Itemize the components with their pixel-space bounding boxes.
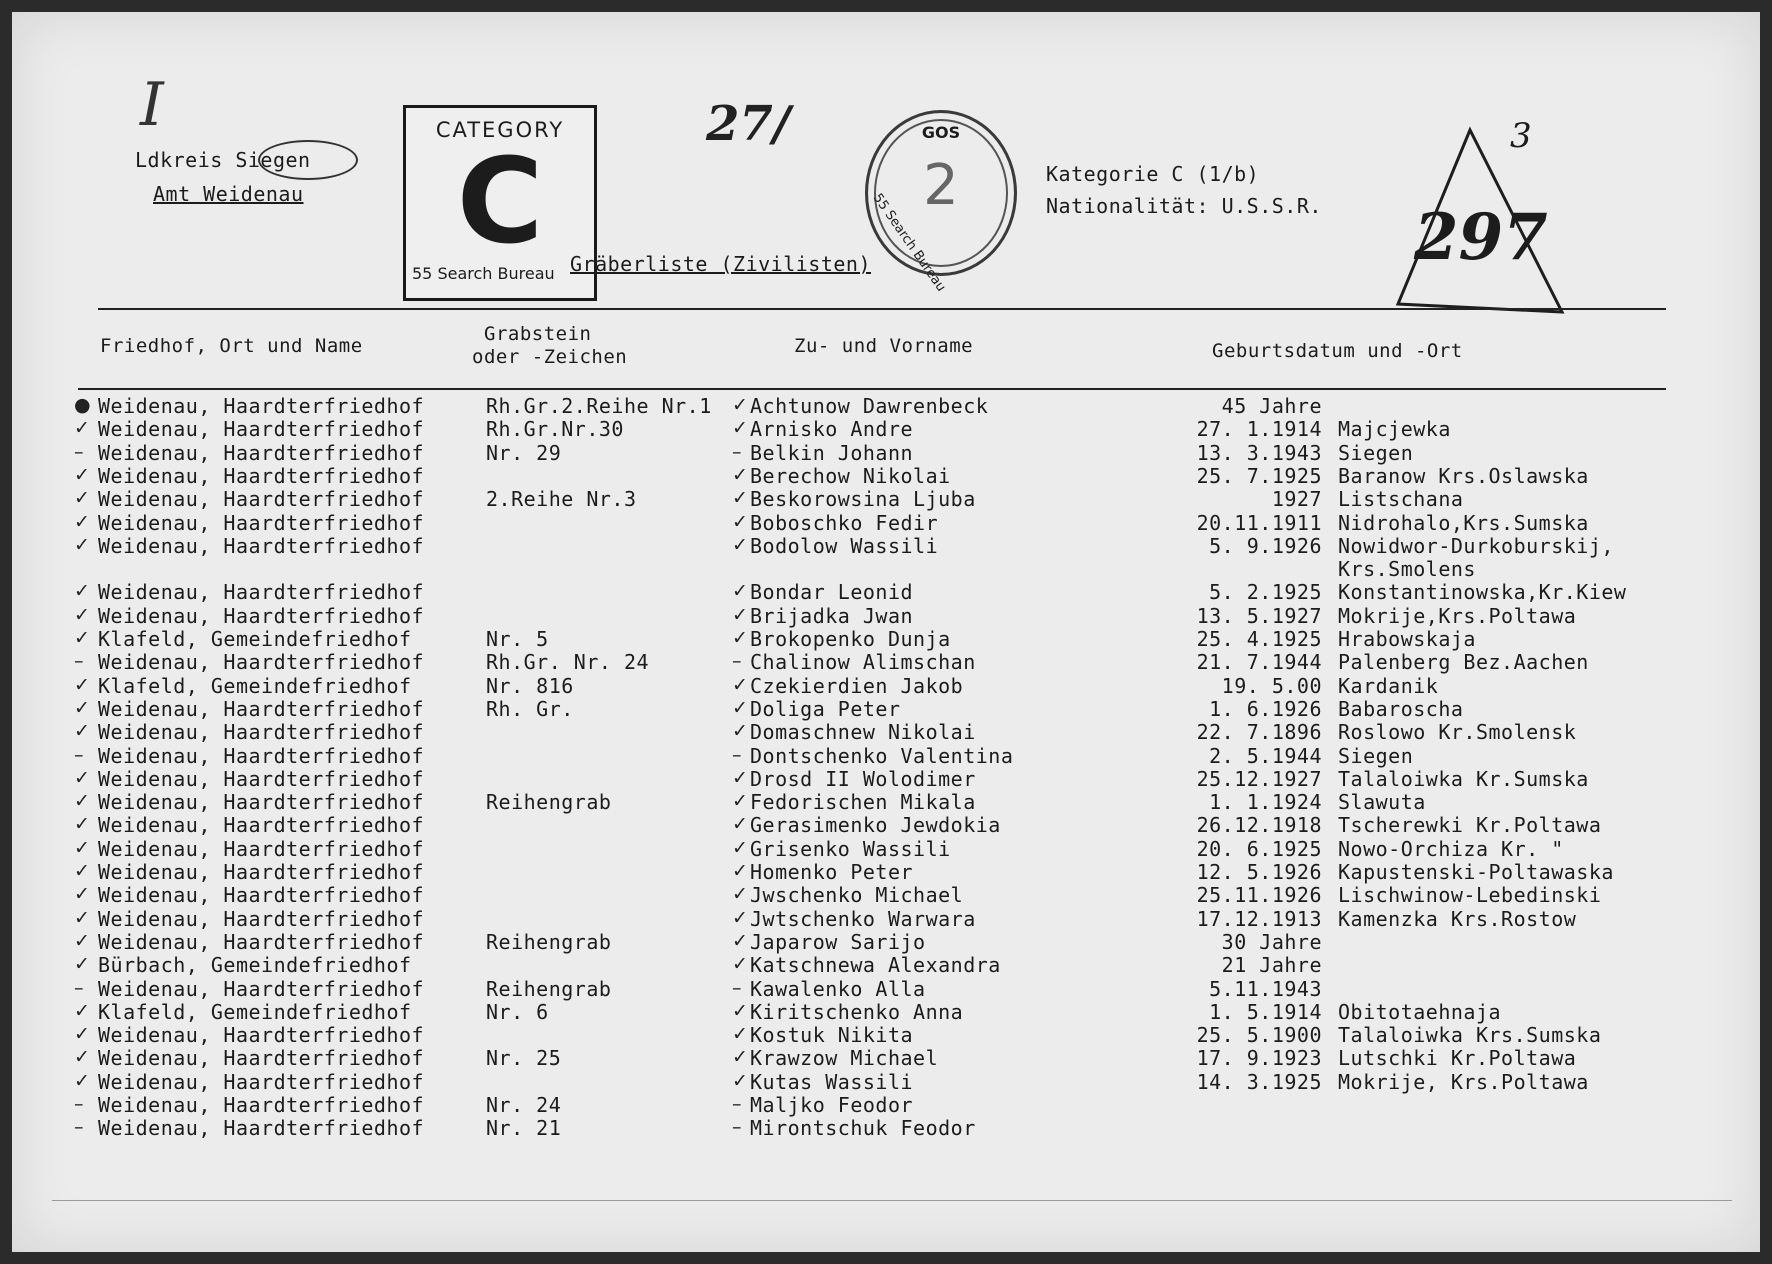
cell-birth-date: 5. 9.1926 [1209, 533, 1322, 558]
cell-name: Jwtschenko Warwara [750, 906, 976, 931]
triangle-small-number: 3 [1510, 116, 1532, 156]
row-check-mark: ✓ [74, 836, 91, 859]
cell-birth-date: 1. 1.1924 [1209, 790, 1322, 815]
row-check-mark: ✓ [74, 510, 91, 533]
table-row [12, 744, 1760, 767]
cell-birth-date: 5. 2.1925 [1209, 580, 1322, 605]
cell-birth-place: Nowo-Orchiza Kr. " [1338, 836, 1564, 861]
cell-birth-date: 25. 4.1925 [1196, 627, 1322, 651]
cell-birth-place: Palenberg Bez.Aachen [1338, 650, 1589, 675]
cell-name: Kutas Wassili [750, 1069, 914, 1094]
cell-grabstein: Nr. 24 [486, 1093, 562, 1117]
cell-birth-place: Hrabowskaja [1338, 627, 1476, 651]
cell-birth-date: 21 Jahre [1221, 953, 1322, 978]
table-row [12, 930, 1760, 953]
cell-birth-date: 19. 5.00 [1221, 673, 1322, 698]
cell-birth-place: Siegen [1338, 743, 1414, 768]
cell-friedhof: Weidenau, Haardterfriedhof [98, 1023, 425, 1048]
row-check-mark: ✓ [74, 487, 91, 510]
cell-name: Fedorischen Mikala [750, 790, 976, 815]
cell-name: Mirontschuk Feodor [750, 1116, 976, 1141]
table-row [12, 1093, 1760, 1116]
name-check-mark: ✓ [732, 1069, 749, 1092]
cell-friedhof: Weidenau, Haardterfriedhof [98, 813, 425, 838]
cell-friedhof: Klafeld, Gemeindefriedhof [98, 999, 412, 1024]
cell-birth-place: Listschana [1338, 487, 1464, 512]
cell-grabstein: Rh. Gr. [486, 696, 574, 721]
name-check-mark: ✓ [732, 463, 749, 486]
name-check-mark: ✓ [732, 906, 749, 929]
row-check-mark: ✓ [74, 999, 91, 1022]
name-check-mark: ✓ [732, 790, 749, 813]
name-check-mark: ✓ [732, 860, 749, 882]
cell-grabstein: Nr. 816 [486, 673, 574, 698]
name-check-mark: ✓ [732, 813, 749, 836]
cell-birth-place: Majcjewka [1338, 417, 1451, 442]
name-check-mark: ✓ [732, 836, 749, 859]
cell-grabstein: Reihengrab [486, 790, 612, 815]
cell-birth-place: Obitotaehnaja [1338, 999, 1502, 1024]
table-row [12, 1023, 1760, 1046]
table-row [12, 1116, 1760, 1139]
cell-birth-date: 5.11.1943 [1209, 976, 1322, 1001]
table-row [12, 953, 1760, 976]
table-row [12, 441, 1760, 464]
cell-birth-place: Siegen [1338, 440, 1414, 465]
cell-friedhof: Weidenau, Haardterfriedhof [98, 417, 425, 442]
name-check-mark: – [732, 440, 742, 463]
table-row [12, 1046, 1760, 1069]
cell-friedhof: Weidenau, Haardterfriedhof [98, 580, 425, 605]
row-check-mark: ✓ [74, 417, 91, 440]
cell-name: Maljko Feodor [750, 1093, 914, 1117]
document-title: Gräberliste (Zivilisten) [570, 252, 871, 276]
table-row [12, 1070, 1760, 1093]
name-check-mark: ✓ [732, 627, 749, 649]
name-check-mark: ✓ [732, 929, 749, 952]
name-check-mark: ✓ [732, 883, 749, 906]
cell-birth-date: 27. 1.1914 [1196, 417, 1322, 442]
cell-grabstein: Nr. 6 [486, 999, 549, 1024]
cell-birth-date: 13. 3.1943 [1196, 440, 1322, 465]
row-check-mark: ✓ [74, 696, 91, 719]
table-row [12, 534, 1760, 557]
cell-birth-place: Kapustenski-Poltawaska [1338, 860, 1614, 884]
cell-friedhof: Weidenau, Haardterfriedhof [98, 860, 425, 884]
cell-birth-date: 25.11.1926 [1196, 883, 1322, 908]
row-check-mark: – [74, 976, 84, 999]
row-check-mark: ✓ [74, 720, 91, 743]
cell-name: Berechow Nikolai [750, 463, 951, 488]
name-check-mark: – [732, 976, 742, 999]
cell-friedhof: Weidenau, Haardterfriedhof [98, 394, 425, 418]
row-check-mark: ✓ [74, 883, 91, 906]
cell-birth-place: Babaroscha [1338, 696, 1464, 721]
cell-friedhof: Weidenau, Haardterfriedhof [98, 533, 425, 558]
table-row [12, 767, 1760, 790]
cell-birth-date: 17.12.1913 [1196, 906, 1322, 931]
cell-birth-date: 1927 [1271, 487, 1322, 512]
cell-friedhof: Weidenau, Haardterfriedhof [98, 883, 425, 908]
cell-friedhof: Weidenau, Haardterfriedhof [98, 836, 425, 861]
cell-birth-date: 2. 5.1944 [1209, 743, 1322, 768]
cell-name: Domaschnew Nikolai [750, 720, 976, 745]
name-check-mark: ✓ [732, 417, 749, 440]
cell-friedhof: Weidenau, Haardterfriedhof [98, 440, 425, 465]
row-check-mark: ✓ [74, 1023, 91, 1046]
stamp-category-label: CATEGORY [435, 118, 565, 142]
cell-name: Kiritschenko Anna [750, 999, 964, 1024]
cell-birth-place: Lutschki Kr.Poltawa [1338, 1046, 1577, 1071]
cell-grabstein: Nr. 25 [486, 1046, 562, 1071]
table-row [12, 487, 1760, 510]
cell-name: Krawzow Michael [750, 1046, 939, 1071]
bottom-curl-line [52, 1200, 1732, 1201]
name-check-mark: ✓ [732, 603, 749, 626]
row-check-mark: – [74, 1116, 84, 1139]
table-row [12, 883, 1760, 906]
name-check-mark: – [732, 650, 742, 673]
table-row [12, 977, 1760, 1000]
cell-name: Beskorowsina Ljuba [750, 487, 976, 512]
row-check-mark: – [74, 1093, 84, 1115]
seal-top-text: GOS [921, 123, 961, 142]
header-bottom-rule [78, 388, 1666, 390]
column-header-name: Zu- und Vorname [794, 335, 974, 357]
table-row [12, 720, 1760, 743]
cell-friedhof: Weidenau, Haardterfriedhof [98, 650, 425, 675]
cell-birth-place: Slawuta [1338, 790, 1426, 815]
cell-grabstein: Nr. 29 [486, 440, 562, 465]
cell-birth-date: 22. 7.1896 [1196, 720, 1322, 745]
cell-name: Drosd II Wolodimer [750, 766, 976, 791]
cell-name: Czekierdien Jakob [750, 673, 964, 698]
cell-birth-place: Nidrohalo,Krs.Sumska [1338, 510, 1589, 535]
cell-grabstein: Rh.Gr.Nr.30 [486, 417, 624, 442]
row-check-mark: ✓ [74, 860, 91, 882]
name-check-mark: ✓ [732, 487, 749, 510]
row-check-mark: ✓ [74, 533, 91, 556]
name-check-mark: ✓ [732, 673, 749, 696]
cell-friedhof: Klafeld, Gemeindefriedhof [98, 627, 412, 651]
row-check-mark: ✓ [74, 673, 91, 696]
amt-label: Amt Weidenau [153, 182, 304, 206]
row-check-mark: ✓ [74, 929, 91, 952]
row-check-mark: – [74, 650, 84, 673]
row-check-mark: ✓ [74, 463, 91, 486]
name-check-mark: ✓ [732, 580, 749, 603]
row-check-mark: ✓ [74, 580, 91, 603]
cell-birth-date: 12. 5.1926 [1196, 860, 1322, 884]
cell-friedhof: Weidenau, Haardterfriedhof [98, 463, 425, 488]
name-check-mark: – [732, 1116, 742, 1139]
triangle-number: 297 [1414, 200, 1548, 275]
cell-birth-date: 45 Jahre [1221, 394, 1322, 418]
name-check-mark: ✓ [732, 533, 749, 556]
cell-birth-place: Konstantinowska,Kr.Kiew [1338, 580, 1627, 605]
cell-birth-date: 1. 5.1914 [1209, 999, 1322, 1024]
cell-friedhof: Weidenau, Haardterfriedhof [98, 929, 425, 954]
cell-birth-date: 14. 3.1925 [1196, 1069, 1322, 1094]
cell-birth-date: 13. 5.1927 [1196, 603, 1322, 628]
name-check-mark: ✓ [732, 766, 749, 789]
cell-grabstein: Nr. 21 [486, 1116, 562, 1141]
row-check-mark: ✓ [74, 1046, 91, 1069]
cell-name: Katschnewa Alexandra [750, 953, 1001, 978]
cell-friedhof: Klafeld, Gemeindefriedhof [98, 673, 412, 698]
table-row [12, 394, 1760, 417]
cell-name: Bondar Leonid [750, 580, 914, 605]
name-check-mark: ✓ [732, 696, 749, 719]
cell-birth-date: 25. 7.1925 [1196, 463, 1322, 488]
cell-birth-place: Lischwinow-Lebedinski [1338, 883, 1602, 908]
cell-friedhof: Weidenau, Haardterfriedhof [98, 1116, 425, 1141]
cell-name: Boboschko Fedir [750, 510, 939, 535]
cell-name: Chalinow Alimschan [750, 650, 976, 675]
cell-grabstein: Reihengrab [486, 976, 612, 1001]
column-header-grabstein-2: oder -Zeichen [472, 346, 628, 368]
table-row [12, 557, 1760, 580]
cell-friedhof: Weidenau, Haardterfriedhof [98, 1046, 425, 1071]
table-row [12, 511, 1760, 534]
row-check-mark: ✓ [74, 627, 91, 649]
cell-name: Arnisko Andre [750, 417, 914, 442]
table-row [12, 837, 1760, 860]
row-check-mark: ✓ [74, 603, 91, 626]
cell-friedhof: Weidenau, Haardterfriedhof [98, 487, 425, 512]
cell-friedhof: Weidenau, Haardterfriedhof [98, 790, 425, 815]
table-row [12, 813, 1760, 836]
cell-birth-date: 26.12.1918 [1196, 813, 1322, 838]
cell-birth-place: Tscherewki Kr.Poltawa [1338, 813, 1602, 838]
cell-name: Kawalenko Alla [750, 976, 926, 1001]
cell-name: Grisenko Wassili [750, 836, 951, 861]
column-header-friedhof: Friedhof, Ort und Name [100, 335, 363, 357]
cell-friedhof: Bürbach, Gemeindefriedhof [98, 953, 412, 978]
cell-friedhof: Weidenau, Haardterfriedhof [98, 1093, 425, 1117]
name-check-mark: ✓ [732, 1046, 749, 1069]
name-check-mark: ✓ [732, 394, 749, 416]
cell-birth-place: Nowidwor-Durkoburskij, [1338, 533, 1614, 558]
cell-name: Belkin Johann [750, 440, 914, 465]
column-header-grabstein: Grabstein [484, 323, 592, 345]
row-check-mark: ✓ [74, 766, 91, 789]
cell-birth-place: Mokrije,Krs.Poltawa [1338, 603, 1577, 628]
cell-friedhof: Weidenau, Haardterfriedhof [98, 510, 425, 535]
table-row [12, 674, 1760, 697]
cell-birth-place: Kamenzka Krs.Rostow [1338, 906, 1577, 931]
cell-birth-place: Talaloiwka Krs.Sumska [1338, 1023, 1602, 1048]
table-row [12, 464, 1760, 487]
cell-grabstein: 2.Reihe Nr.3 [486, 487, 637, 512]
seal-arc-text: 55 Search Bureau [869, 191, 949, 295]
cell-birth-place: Kardanik [1338, 673, 1439, 698]
stamp-category-letter: C [456, 132, 544, 270]
cell-friedhof: Weidenau, Haardterfriedhof [98, 766, 425, 791]
cell-name: Achtunow Dawrenbeck [750, 394, 989, 418]
table-row [12, 604, 1760, 627]
row-check-mark: – [74, 440, 84, 463]
table-row [12, 697, 1760, 720]
cell-grabstein: Nr. 5 [486, 627, 549, 651]
table-row [12, 417, 1760, 440]
row-check-mark: ✓ [74, 1069, 91, 1092]
cell-name: Bodolow Wassili [750, 533, 939, 558]
cell-birth-date: 17. 9.1923 [1196, 1046, 1322, 1071]
page-number: 27/ [706, 96, 791, 152]
cell-name: Kostuk Nikita [750, 1023, 914, 1048]
table-row [12, 580, 1760, 603]
cell-birth-date: 25. 5.1900 [1196, 1023, 1322, 1048]
cell-grabstein: Rh.Gr.2.Reihe Nr.1 [486, 394, 712, 418]
cell-birth-place: Mokrije, Krs.Poltawa [1338, 1069, 1589, 1094]
document-sheet [12, 12, 1760, 1252]
cell-friedhof: Weidenau, Haardterfriedhof [98, 696, 425, 721]
kategorie-label: Kategorie C (1/b) [1046, 162, 1260, 186]
name-check-mark: ✓ [732, 510, 749, 533]
cell-friedhof: Weidenau, Haardterfriedhof [98, 720, 425, 745]
cell-name: Japarow Sarijo [750, 929, 926, 954]
name-check-mark: ✓ [732, 720, 749, 743]
landkreis-label: Ldkreis Siegen [135, 148, 311, 172]
cell-birth-place: Roslowo Kr.Smolensk [1338, 720, 1577, 745]
siegen-circle [258, 140, 358, 180]
margin-mark: I [140, 70, 164, 140]
seal-number: 2 [923, 153, 959, 218]
table-row [12, 650, 1760, 673]
name-check-mark: – [732, 1093, 742, 1115]
column-header-geburt: Geburtsdatum und -Ort [1212, 340, 1463, 362]
table-row [12, 1000, 1760, 1023]
name-check-mark: ✓ [732, 953, 749, 976]
cell-name: Homenko Peter [750, 860, 914, 884]
cell-birth-date: 1. 6.1926 [1209, 696, 1322, 721]
cell-name: Brokopenko Dunja [750, 627, 951, 651]
name-check-mark: ✓ [732, 999, 749, 1022]
name-check-mark: ✓ [732, 1023, 749, 1046]
row-check-mark: ✓ [74, 790, 91, 813]
cell-birth-date: 25.12.1927 [1196, 766, 1322, 791]
cell-birth-date: 21. 7.1944 [1196, 650, 1322, 675]
header-top-rule [98, 308, 1666, 310]
cell-friedhof: Weidenau, Haardterfriedhof [98, 743, 425, 768]
cell-friedhof: Weidenau, Haardterfriedhof [98, 906, 425, 931]
table-row [12, 907, 1760, 930]
round-seal [865, 110, 1017, 295]
cell-birth-place: Krs.Smolens [1338, 557, 1476, 582]
category-stamp [403, 105, 597, 301]
row-check-mark: – [74, 743, 84, 766]
cell-friedhof: Weidenau, Haardterfriedhof [98, 603, 425, 628]
table-row [12, 790, 1760, 813]
cell-birth-place: Baranow Krs.Oslawska [1338, 463, 1589, 488]
row-check-mark: ✓ [74, 906, 91, 929]
cell-birth-date: 20.11.1911 [1196, 510, 1322, 535]
cell-name: Doliga Peter [750, 696, 901, 721]
cell-grabstein: Rh.Gr. Nr. 24 [486, 650, 650, 675]
table-row [12, 627, 1760, 650]
row-check-mark: ● [74, 394, 92, 416]
cell-friedhof: Weidenau, Haardterfriedhof [98, 976, 425, 1001]
name-check-mark: – [732, 743, 742, 766]
cell-name: Dontschenko Valentina [750, 743, 1014, 768]
row-check-mark: ✓ [74, 813, 91, 836]
cell-name: Brijadka Jwan [750, 603, 914, 628]
stamp-bureau-label: 55 Search Bureau [412, 264, 555, 283]
nationalitaet-label: Nationalität: U.S.S.R. [1046, 194, 1322, 218]
cell-birth-date: 20. 6.1925 [1196, 836, 1322, 861]
cell-birth-place: Talaloiwka Kr.Sumska [1338, 766, 1589, 791]
cell-name: Jwschenko Michael [750, 883, 964, 908]
cell-friedhof: Weidenau, Haardterfriedhof [98, 1069, 425, 1094]
cell-grabstein: Reihengrab [486, 929, 612, 954]
cell-birth-date: 30 Jahre [1221, 929, 1322, 954]
row-check-mark: ✓ [74, 953, 91, 976]
table-row [12, 860, 1760, 883]
cell-name: Gerasimenko Jewdokia [750, 813, 1001, 838]
